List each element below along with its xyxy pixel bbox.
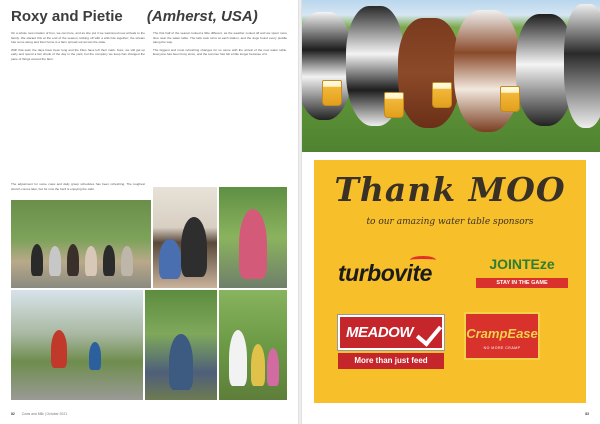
meadow-wordmark: MEADOW <box>346 324 413 341</box>
sponsor-subheading: to our amazing water table sponsors <box>366 217 534 227</box>
right-page <box>302 0 600 424</box>
crampease-logo <box>464 312 540 360</box>
beer-mug-icon <box>384 92 404 118</box>
article-title-names: Roxy and Pietie <box>11 8 123 25</box>
swoosh-icon <box>410 256 436 264</box>
article-column-1 <box>11 31 145 181</box>
paragraph: The first half of the season looked a little different, as the weather cooled off and we spent more time near the water table. The kids took turns at each station, and the dogs found every puddle along the way. <box>153 31 287 45</box>
meadow-tagline: More than just feed <box>338 353 444 369</box>
thank-moo-heading: Thank MOO <box>334 170 566 209</box>
beer-mug-icon <box>500 86 520 112</box>
publication-label: Cows and Milk | October 2021 <box>21 412 68 416</box>
turbovite-wordmark: turbovite <box>338 260 432 286</box>
article-column-2 <box>153 31 287 181</box>
photo-child-garden <box>145 290 217 400</box>
paragraph: With that said, the days have been long and the Flies have left their mark. Sure, we still get up early and spend a fair chunk of the day in the yard, but the company we keep has changed the pace of things around the farm. <box>11 47 145 61</box>
beer-mug-icon <box>432 82 452 108</box>
jointeze-wordmark: JOINTEze <box>489 256 555 272</box>
paragraph: On a whole new rotation of Fun, we can here, and as she put it we welcomed new arrivals to the family. We started this at the end of the season, kicking off with a wild ride together; the stream has come along and their home is a farm spread out across the state. <box>11 31 145 45</box>
checkmark-icon <box>416 319 442 346</box>
article-column-3: The adjustment for some cows and daily group schedules has been refreshing. The toughest stretch comes later, but for now the herd is enjoying the calm. <box>11 182 145 191</box>
crampease-tagline: NO MORE CRAMP <box>483 346 521 350</box>
beer-mug-icon <box>322 80 342 106</box>
paragraph: The biggest and most refreshing changes for us came with the arrival of the new water table. Everyone has been busy since, and the summer has felt a little longer because of it. <box>153 47 287 57</box>
crampease-wordmark: CrampEase <box>466 326 538 341</box>
jointeze-tagline: STAY IN THE GAME <box>476 278 568 288</box>
turbovite-logo <box>338 260 432 287</box>
article-title-location: (Amherst, USA) <box>146 8 258 25</box>
footer-left <box>11 412 67 416</box>
photo-family-group <box>153 187 217 288</box>
photo-woman-outdoors <box>219 187 287 288</box>
photo-kids-biking <box>11 290 143 400</box>
sponsor-panel <box>314 160 586 403</box>
jointeze-logo <box>472 252 572 296</box>
photo-cows-with-beer <box>302 0 600 152</box>
footer-right-page-number: 83 <box>585 412 589 416</box>
left-page <box>0 0 298 424</box>
meadow-logo <box>338 315 444 350</box>
article-title <box>11 8 291 25</box>
page-number: 82 <box>11 412 15 416</box>
photo-family-field <box>219 290 287 400</box>
photo-kids-row <box>11 200 151 288</box>
